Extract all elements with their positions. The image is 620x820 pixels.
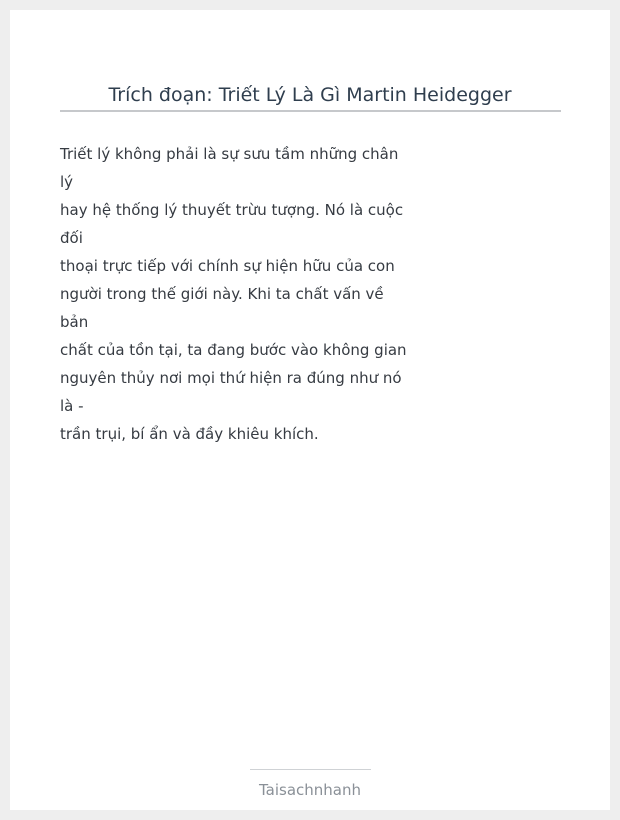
excerpt-line: là - — [60, 397, 84, 415]
excerpt-line: người trong thế giới này. Khi ta chất vấn về — [60, 285, 384, 303]
excerpt-line: lý — [60, 173, 74, 191]
excerpt-line: thoại trực tiếp với chính sự hiện hữu của con — [60, 257, 395, 275]
footer-source: Taisachnhanh — [258, 781, 362, 799]
excerpt-line: nguyên thủy nơi mọi thứ hiện ra đúng như nó — [60, 369, 402, 387]
excerpt-line: đối — [60, 229, 83, 247]
excerpt-line: hay hệ thống lý thuyết trừu tượng. Nó là cuộc — [60, 201, 404, 219]
document-title: Trích đoạn: Triết Lý Là Gì Martin Heidegger — [108, 84, 512, 106]
title-divider — [60, 110, 561, 112]
excerpt-line: chất của tồn tại, ta đang bước vào không gian — [60, 341, 407, 359]
footer-divider — [250, 769, 371, 770]
excerpt-line: Triết lý không phải là sự sưu tầm những chân — [60, 145, 399, 163]
excerpt-line: bản — [60, 313, 89, 331]
excerpt-body — [60, 140, 405, 448]
document-page — [10, 10, 610, 810]
excerpt-line: trần trụi, bí ẩn và đầy khiêu khích. — [60, 425, 319, 443]
